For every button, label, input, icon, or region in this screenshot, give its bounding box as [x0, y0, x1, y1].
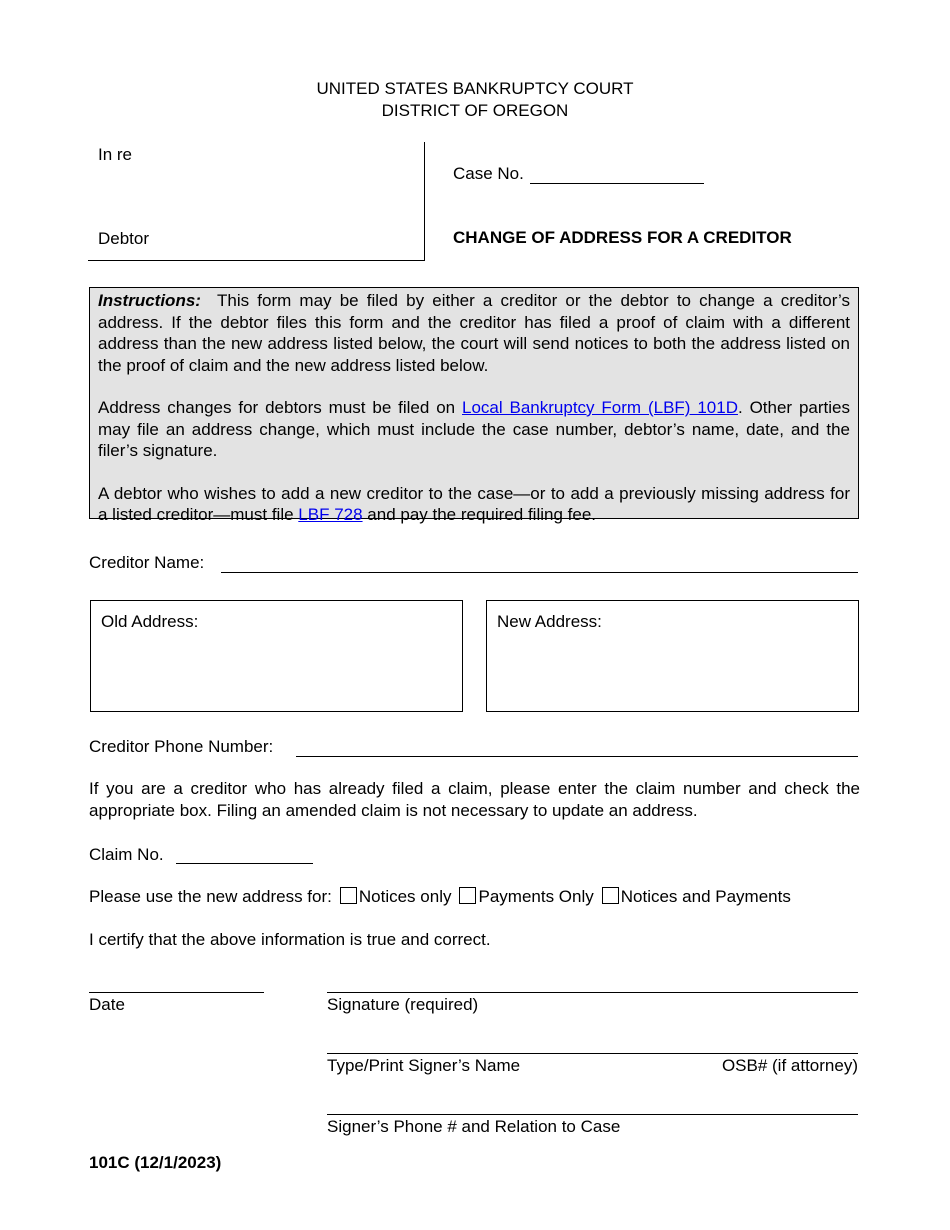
case-number-field [453, 164, 704, 184]
date-line[interactable] [89, 992, 264, 993]
lbf-101d-link[interactable]: Local Bankruptcy Form (LBF) 101D [462, 398, 738, 417]
certification-statement: I certify that the above information is true and correct. [89, 930, 491, 949]
instructions-text-3a: A debtor who wishes to add a new creditor to the case—or to add a previously missing address for a listed creditor—must file [98, 483, 850, 524]
claim-number-label: Claim No. [89, 845, 164, 864]
signer-phone-line[interactable] [327, 1114, 858, 1115]
instructions-lead: Instructions: [98, 291, 201, 310]
creditor-phone-input[interactable] [296, 756, 858, 757]
instructions-paragraph-1 [98, 290, 850, 376]
notices-and-payments-label: Notices and Payments [620, 887, 791, 906]
instructions-text-1: This form may be filed by either a creditor or the debtor to change a creditor’s address. If the debtor files this form and the creditor has filed a proof of claim with a different address than the new address listed below, the court will send notices to both the address listed on the proof of claim and the new address listed below. [98, 291, 851, 375]
instructions-text-3b: and pay the required filing fee. [362, 505, 596, 524]
court-district: DISTRICT OF OREGON [381, 101, 569, 120]
signer-phone-relation-label: Signer’s Phone # and Relation to Case [327, 1117, 621, 1136]
payments-only-checkbox[interactable] [459, 887, 476, 904]
notices-and-payments-checkbox[interactable] [602, 887, 619, 904]
instructions-text-2b: . Other parties may file an address change, which must include the case number, debtor’s name, date, and the filer’s signature. [98, 398, 850, 460]
in-re-label: In re [98, 145, 133, 164]
case-number-label: Case No. [453, 164, 524, 183]
creditor-name-input[interactable] [221, 572, 858, 573]
signature-line[interactable] [327, 992, 858, 993]
signature-label: Signature (required) [327, 995, 479, 1014]
court-name: UNITED STATES BANKRUPTCY COURT [316, 79, 634, 98]
old-address-label: Old Address: [101, 612, 199, 631]
instructions-text-2a: Address changes for debtors must be filed on [98, 398, 462, 417]
address-usage-row [89, 887, 791, 907]
notices-only-checkbox[interactable] [340, 887, 357, 904]
claim-instructions: If you are a creditor who has already filed a claim, please enter the claim number and check the appropriate box. Filing an amended claim is not necessary to update an address. [89, 779, 860, 820]
lbf-728-link[interactable]: LBF 728 [298, 505, 363, 524]
notices-only-label: Notices only [358, 887, 452, 906]
osb-label: OSB# (if attorney) [721, 1056, 858, 1075]
caption-box [88, 142, 425, 261]
new-address-label: New Address: [497, 612, 602, 631]
instructions-paragraph-2 [98, 397, 850, 462]
creditor-name-label: Creditor Name: [89, 553, 205, 572]
instructions-box [89, 287, 859, 524]
form-title: CHANGE OF ADDRESS FOR A CREDITOR [453, 228, 792, 247]
new-address-box[interactable] [486, 600, 859, 712]
old-address-box[interactable] [90, 600, 463, 712]
signer-name-line[interactable] [327, 1053, 858, 1054]
signer-name-label: Type/Print Signer’s Name [327, 1056, 521, 1075]
payments-only-label: Payments Only [478, 887, 594, 906]
date-label: Date [89, 995, 125, 1014]
debtor-label: Debtor [98, 229, 150, 248]
case-number-input[interactable] [530, 165, 704, 184]
instructions-paragraph-3 [98, 483, 850, 526]
address-usage-label: Please use the new address for: [89, 887, 332, 906]
form-id: 101C (12/1/2023) [89, 1153, 222, 1172]
claim-number-input[interactable] [176, 863, 313, 864]
creditor-phone-label: Creditor Phone Number: [89, 737, 274, 756]
